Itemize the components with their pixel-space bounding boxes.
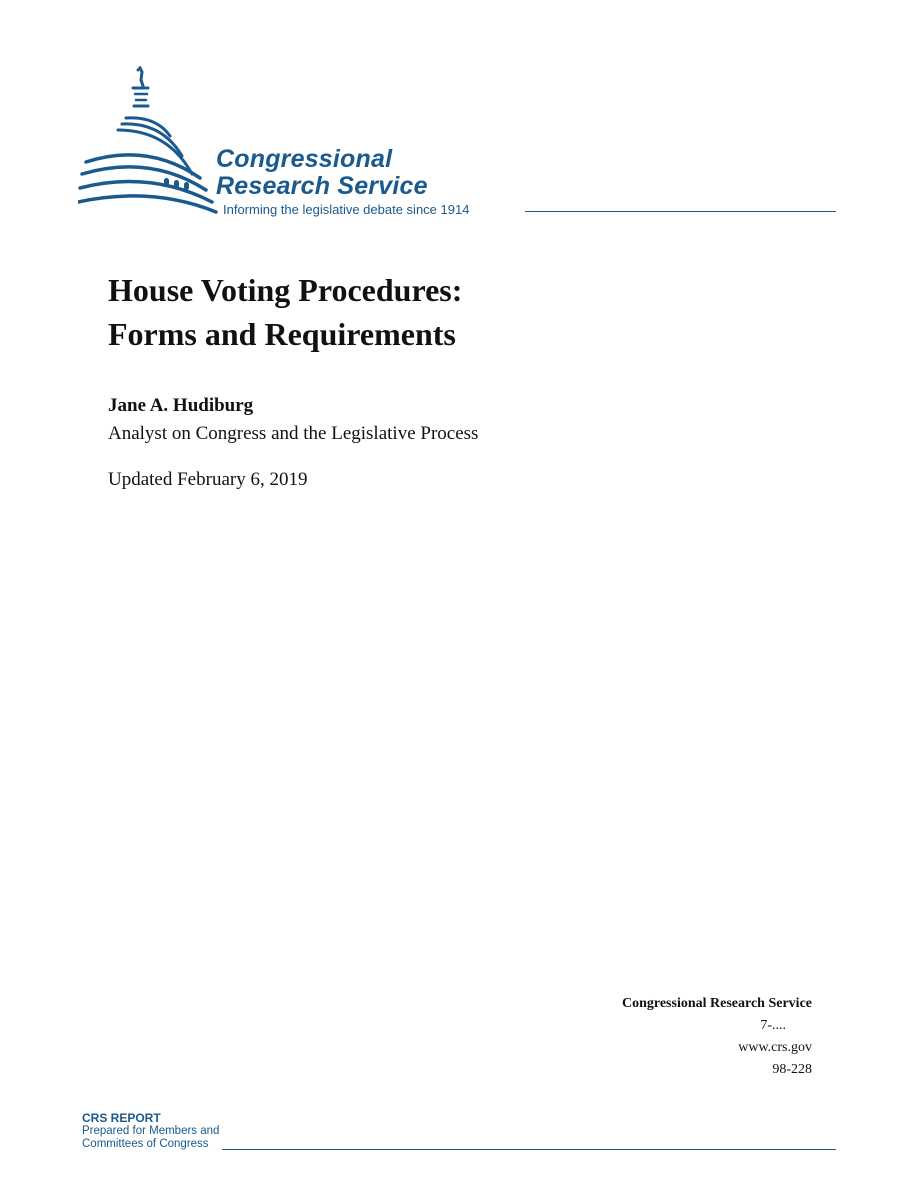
report-number: 98-228 bbox=[772, 1062, 812, 1077]
footer-divider bbox=[222, 1149, 836, 1150]
header-divider bbox=[525, 211, 836, 212]
crs-name: Congressional Research Service bbox=[621, 996, 812, 1011]
crs-phone: 7-.... bbox=[760, 1018, 786, 1033]
author-name: Jane A. Hudiburg bbox=[108, 395, 254, 416]
footer-title: CRS REPORT bbox=[82, 1111, 161, 1125]
logo-wordmark bbox=[216, 146, 428, 200]
crs-website: www.crs.gov bbox=[738, 1040, 812, 1055]
author-role: Analyst on Congress and the Legislative Process bbox=[108, 423, 479, 444]
footer-line2: Committees of Congress bbox=[82, 1138, 209, 1150]
logo-line-research-service: Research Service bbox=[216, 172, 428, 200]
report-title bbox=[108, 268, 462, 356]
capitol-dome-icon bbox=[78, 66, 223, 218]
crs-logo bbox=[78, 66, 538, 226]
updated-date: Updated February 6, 2019 bbox=[108, 469, 308, 490]
report-title-line2: Forms and Requirements bbox=[108, 316, 456, 352]
crs-contact-block bbox=[622, 993, 812, 1081]
report-title-line1: House Voting Procedures: bbox=[108, 272, 463, 308]
footer bbox=[82, 1112, 219, 1151]
logo-tagline: Informing the legislative debate since 1914 bbox=[223, 202, 470, 217]
footer-line1: Prepared for Members and bbox=[82, 1125, 220, 1137]
logo-line-congressional: Congressional bbox=[216, 145, 393, 173]
